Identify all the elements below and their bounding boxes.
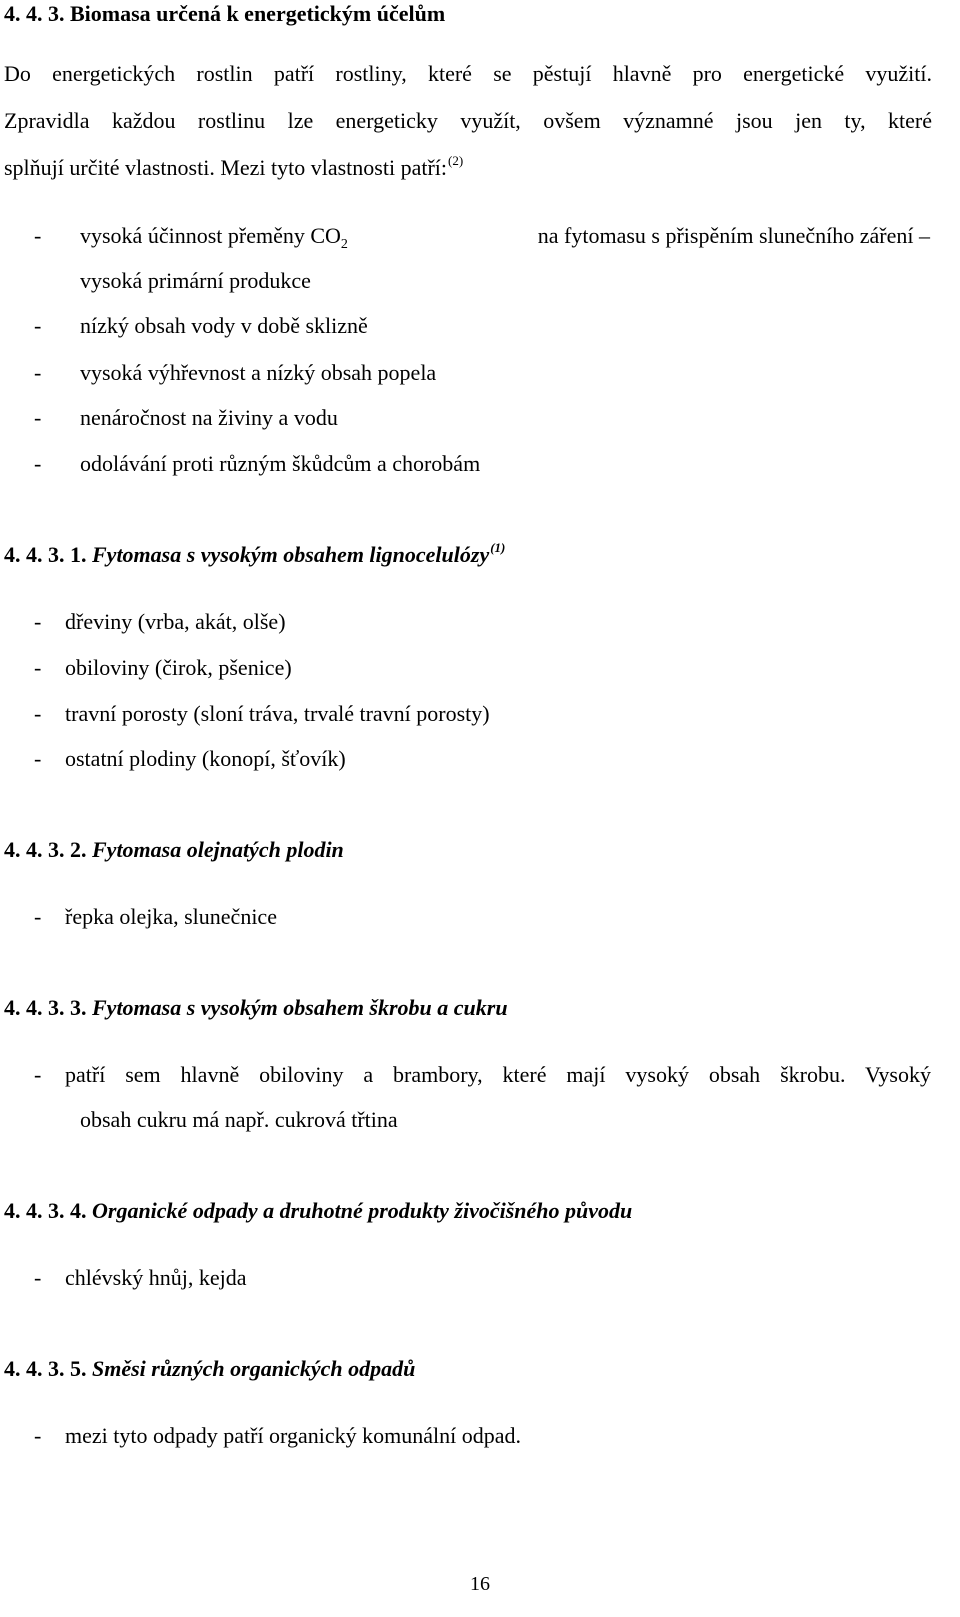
subsection-3-title: Fytomasa s vysokým obsahem škrobu a cukru <box>92 995 508 1020</box>
list-dash: - <box>34 655 42 680</box>
list-dash: - <box>34 1423 42 1448</box>
list-dash: - <box>34 609 42 634</box>
sub2-item-1: řepka olejka, slunečnice <box>65 904 277 929</box>
subsection-5-number: 4. 4. 3. 5. <box>4 1356 87 1381</box>
subsection-4-heading <box>4 1197 632 1225</box>
list-dash: - <box>34 904 42 929</box>
subsection-4-number: 4. 4. 3. 4. <box>4 1198 87 1223</box>
list-dash: - <box>34 701 42 726</box>
property-item-1-text-a: vysoká účinnost přeměny CO <box>80 223 341 248</box>
intro-line-3-text: splňují určité vlastnosti. Mezi tyto vlastnosti patří: <box>4 155 448 180</box>
sub3-item-line-2: obsah cukru má např. cukrová třtina <box>80 1107 398 1132</box>
subsection-3-number: 4. 4. 3. 3. <box>4 995 87 1020</box>
list-dash: - <box>34 746 42 771</box>
list-dash: - <box>34 360 42 385</box>
subsection-1-reference: (1) <box>490 540 506 555</box>
property-item-4: nenáročnost na živiny a vodu <box>80 405 338 430</box>
sub1-item-1: dřeviny (vrba, akát, olše) <box>65 609 286 634</box>
co2-subscript: 2 <box>340 237 348 252</box>
list-dash: - <box>34 451 42 476</box>
sub3-item-line-1: patří sem hlavně obiloviny a brambory, které mají vysoký obsah škrobu. Vysoký <box>65 1062 931 1087</box>
property-item-5: odolávání proti různým škůdcům a chorobám <box>80 451 481 476</box>
intro-line-2: Zpravidla každou rostlinu lze energeticky využít, ovšem významné jsou jen ty, které <box>4 108 932 133</box>
subsection-2-heading <box>4 836 344 864</box>
subsection-1-heading <box>4 541 505 572</box>
sub1-item-4: ostatní plodiny (konopí, šťovík) <box>65 746 346 771</box>
subsection-2-number: 4. 4. 3. 2. <box>4 837 87 862</box>
property-item-2: nízký obsah vody v době sklizně <box>80 313 368 338</box>
property-item-1-text-b: na fytomasu s přispěním slunečního záření – <box>537 223 930 248</box>
subsection-5-title: Směsi různých organických odpadů <box>92 1356 416 1381</box>
subsection-4-title: Organické odpady a druhotné produkty živočišného původu <box>92 1198 633 1223</box>
subsection-1-number: 4. 4. 3. 1. <box>4 542 87 567</box>
subsection-5-heading <box>4 1355 415 1383</box>
subsection-1-title: Fytomasa s vysokým obsahem lignocelulózy <box>92 542 490 567</box>
list-dash: - <box>34 223 42 248</box>
intro-line-1: Do energetických rostlin patří rostliny, které se pěstují hlavně pro energetické využití. <box>4 61 932 86</box>
intro-line-3 <box>4 154 463 185</box>
sub1-item-3: travní porosty (sloní tráva, trvalé travní porosty) <box>65 701 490 726</box>
property-item-1-first <box>80 222 348 254</box>
property-item-1 <box>80 222 930 254</box>
property-item-3: vysoká výhřevnost a nízký obsah popela <box>80 360 437 385</box>
intro-reference: (2) <box>448 153 464 168</box>
property-item-1-cont: vysoká primární produkce <box>80 268 311 293</box>
list-dash: - <box>34 1265 42 1290</box>
subsection-3-heading <box>4 994 508 1022</box>
section-heading: 4. 4. 3. Biomasa určená k energetickým účelům <box>4 1 446 26</box>
subsection-2-title: Fytomasa olejnatých plodin <box>92 837 344 862</box>
sub5-item-1: mezi tyto odpady patří organický komunální odpad. <box>65 1423 521 1448</box>
sub1-item-2: obiloviny (čirok, pšenice) <box>65 655 292 680</box>
list-dash: - <box>34 405 42 430</box>
sub4-item-1: chlévský hnůj, kejda <box>65 1265 247 1290</box>
page-number: 16 <box>470 1573 490 1595</box>
list-dash: - <box>34 313 42 338</box>
list-dash: - <box>34 1062 42 1087</box>
